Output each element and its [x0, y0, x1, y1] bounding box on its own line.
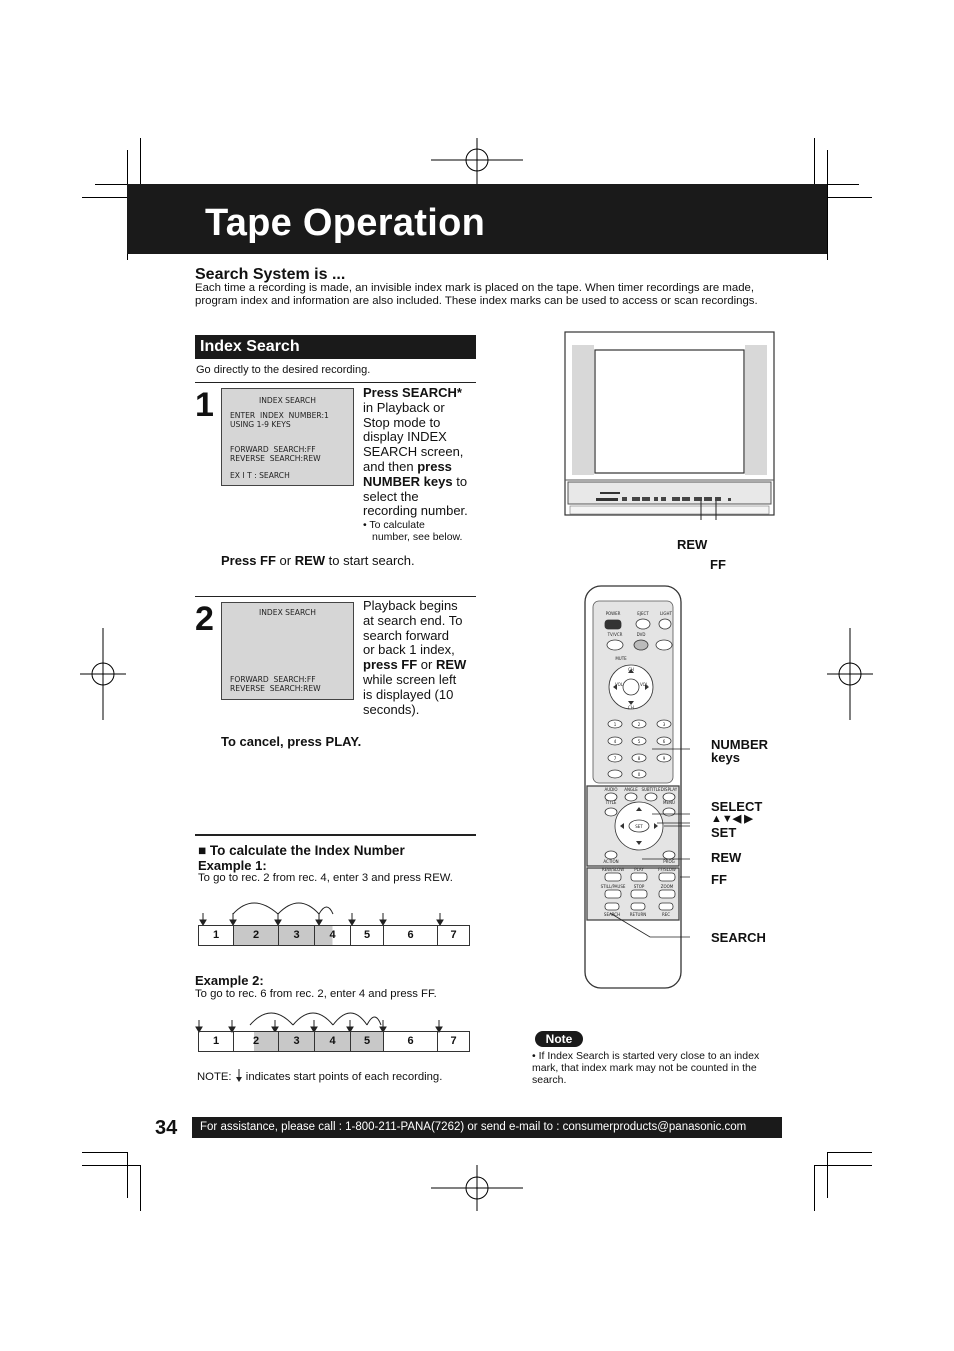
remote-key-label: ZOOM: [660, 884, 674, 889]
remote-key-label: RETURN: [629, 912, 647, 917]
tv-illustration: [560, 330, 780, 520]
step1-line: in Playback or: [363, 399, 445, 415]
footer-text: For assistance, please call : 1-800-211-PANA(7262) or send e-mail to : consumerproducts@panasonic.com: [200, 1121, 747, 1133]
timeline-cell: 5: [351, 1032, 384, 1051]
page-header: [127, 184, 827, 254]
remote-key-label: FF/SLOW: [658, 867, 676, 872]
remote-key-label: TV/VCR: [607, 632, 623, 637]
step1-bullet: number, see below.: [372, 531, 463, 544]
osd-line: INDEX SEARCH: [259, 608, 316, 617]
step2-line: press FF or REW: [363, 657, 467, 673]
remote-key-label: TITLE: [605, 800, 617, 805]
example2-text: To go to rec. 6 from rec. 2, enter 4 and press FF.: [195, 988, 437, 1000]
step1-line: display INDEX: [363, 429, 447, 445]
osd-line: USING 1-9 KEYS: [230, 420, 291, 429]
remote-rew-label: REW: [711, 850, 742, 865]
step1-line: and then press: [363, 458, 452, 474]
timeline-cell: 3: [279, 926, 315, 945]
page-title: Tape Operation: [205, 202, 486, 244]
remote-select-label: SELECT ▲▼◀ ▶ SET: [711, 799, 763, 840]
step2-line: while screen left: [363, 671, 457, 687]
timeline-cell: 2: [234, 926, 279, 945]
index-search-osd-screen: [221, 602, 354, 700]
remote-key-label: VOL: [639, 682, 649, 687]
remote-key-label: ANGLE: [624, 787, 638, 792]
remote-key-label: CH: [628, 667, 634, 672]
timeline-cell: 7: [450, 929, 457, 941]
remote-key-label: PROG: [663, 859, 675, 864]
remote-key-label: EJECT: [637, 611, 649, 616]
step1-instructions: [363, 386, 478, 543]
remote-key-label: AUDIO: [604, 787, 618, 792]
step1-line: NUMBER keys to: [363, 473, 468, 489]
note-badge: Note: [535, 1031, 583, 1047]
timeline-cell: 2: [234, 1032, 279, 1051]
remote-key-label: 6: [662, 739, 666, 744]
example1-timeline: [198, 925, 470, 946]
cancel-text: To cancel, press PLAY.: [221, 734, 362, 749]
remote-key-label: CH: [628, 705, 634, 710]
tv-ff-label: FF: [710, 557, 726, 572]
step2-line: is displayed (10: [363, 686, 454, 702]
osd-line: REVERSE SEARCH:REW: [230, 684, 321, 693]
timeline-cell: 3: [279, 1032, 315, 1051]
remote-number-label: NUMBER keys: [711, 737, 769, 765]
crop-mark: [82, 197, 127, 198]
crop-mark: [814, 1165, 815, 1211]
remote-key-label: LIGHT: [660, 611, 672, 616]
remote-ff-label: FF: [711, 872, 727, 887]
remote-key-label: STILL/PAUSE: [600, 884, 626, 889]
index-search-header: [195, 335, 476, 359]
remote-key-label: SUBTITLE: [641, 787, 661, 792]
step2-line: or back 1 index,: [363, 642, 455, 658]
crop-mark: [827, 150, 828, 260]
down-arrow-icon: [235, 1069, 243, 1083]
remote-key-label: PLAY: [634, 867, 644, 872]
step-number: 1: [195, 386, 214, 424]
osd-line: EX I T : SEARCH: [230, 471, 290, 480]
crop-mark: [127, 1152, 128, 1198]
page-number: 34: [155, 1117, 178, 1139]
remote-key-label: 0: [637, 772, 641, 777]
remote-key-label: 9: [662, 756, 666, 761]
press-search-text: Press SEARCH*: [363, 385, 462, 400]
crop-mark: [82, 1152, 127, 1153]
divider: [195, 382, 476, 383]
footer-bar: [192, 1117, 782, 1138]
crop-mark: [95, 184, 127, 185]
timeline-cell: 6: [384, 926, 438, 945]
remote-key-label: 3: [662, 722, 666, 727]
crop-mark: [140, 138, 141, 184]
remote-key-label: SEARCH: [603, 912, 621, 917]
example2-title: Example 2:: [195, 973, 264, 988]
step2-instructions: [363, 599, 478, 717]
search-system-text: Each time a recording is made, an invisible index mark is placed on the tape. When timer recordings are made, program index and information are also included. These index marks can be used to access or scan recordings.: [195, 282, 758, 307]
osd-line: FORWARD SEARCH:FF: [230, 675, 316, 684]
step1-bullet: • To calculate: [363, 519, 425, 532]
remote-key-label: ACTION: [603, 859, 619, 864]
remote-key-label: MUTE: [615, 656, 627, 661]
crop-mark: [82, 1165, 140, 1166]
remote-key-label: 5: [637, 739, 641, 744]
step1-line: Stop mode to: [363, 414, 441, 430]
remote-key-label: STOP: [633, 884, 645, 889]
example2-timeline: [198, 1031, 470, 1052]
step1-line: recording number.: [363, 503, 468, 519]
divider: [195, 596, 476, 597]
remote-search-label: SEARCH: [711, 930, 766, 945]
remote-key-label: REW/SLOW: [601, 867, 625, 872]
example1-text: To go to rec. 2 from rec. 4, enter 3 and press REW.: [198, 872, 453, 884]
timeline-cell: 6: [384, 1032, 438, 1051]
remote-key-label: DISPLAY: [660, 787, 678, 792]
calc-title: ■ To calculate the Index Number: [198, 843, 405, 858]
timeline-cell: 1: [199, 926, 234, 945]
remote-key-label: 7: [613, 756, 617, 761]
step2-line: search forward: [363, 627, 449, 643]
crop-mark: [140, 1165, 141, 1211]
crop-mark: [827, 197, 872, 198]
crop-mark: [827, 1152, 828, 1198]
step1-line: select the: [363, 488, 419, 504]
registration-target-right: [827, 628, 873, 720]
example1-arrows: [195, 898, 475, 928]
remote-key-label: VOL: [614, 682, 624, 687]
osd-line: ENTER INDEX NUMBER:1: [230, 411, 329, 420]
crop-mark: [827, 1152, 872, 1153]
tv-rew-label: REW: [677, 537, 708, 552]
osd-line: INDEX SEARCH: [259, 396, 316, 405]
timeline-cell: 1: [199, 1032, 234, 1051]
index-search-subtitle: Go directly to the desired recording.: [196, 364, 371, 376]
crop-mark: [814, 138, 815, 184]
remote-illustration: [580, 583, 690, 993]
remote-key-label: 1: [613, 722, 617, 727]
remote-key-label: 8: [637, 756, 641, 761]
remote-key-label: MENU: [663, 800, 675, 805]
remote-key-label: POWER: [605, 611, 621, 616]
remote-key-label: SET: [635, 824, 643, 829]
registration-target-left: [80, 628, 126, 720]
crop-mark: [814, 1165, 872, 1166]
step1-ff-text: Press FF or REW to start search.: [221, 553, 415, 568]
remote-key-label: 2: [637, 722, 641, 727]
index-search-osd-screen: [221, 388, 354, 486]
timeline-cell: 5: [351, 926, 384, 945]
search-system-title: Search System is ...: [195, 266, 346, 283]
remote-key-label: DVD: [636, 632, 646, 637]
divider: [195, 834, 476, 836]
step2-line: at search end. To: [363, 612, 463, 628]
step1-line: SEARCH screen,: [363, 444, 464, 460]
crop-mark: [827, 184, 859, 185]
osd-line: FORWARD SEARCH:FF: [230, 445, 316, 454]
index-search-title: Index Search: [200, 338, 300, 355]
timeline-cell: 4: [315, 926, 351, 945]
timeline-cell: 7: [450, 1035, 457, 1047]
registration-target-bottom: [431, 1165, 523, 1211]
step-number: 2: [195, 600, 214, 638]
remote-key-label: 4: [613, 739, 617, 744]
remote-key-label: REC: [661, 912, 671, 917]
timeline-note: NOTE: indicates start points of each recording.: [197, 1071, 443, 1083]
example1-title: Example 1:: [198, 858, 267, 873]
registration-target-top: [431, 138, 523, 184]
step2-line: seconds).: [363, 701, 420, 717]
timeline-cell: 4: [315, 1032, 351, 1051]
step2-line: Playback begins: [363, 598, 458, 613]
osd-line: REVERSE SEARCH:REW: [230, 454, 321, 463]
note-text: • If Index Search is started very close to an index mark, that index mark may not be counted in the search.: [532, 1050, 760, 1086]
